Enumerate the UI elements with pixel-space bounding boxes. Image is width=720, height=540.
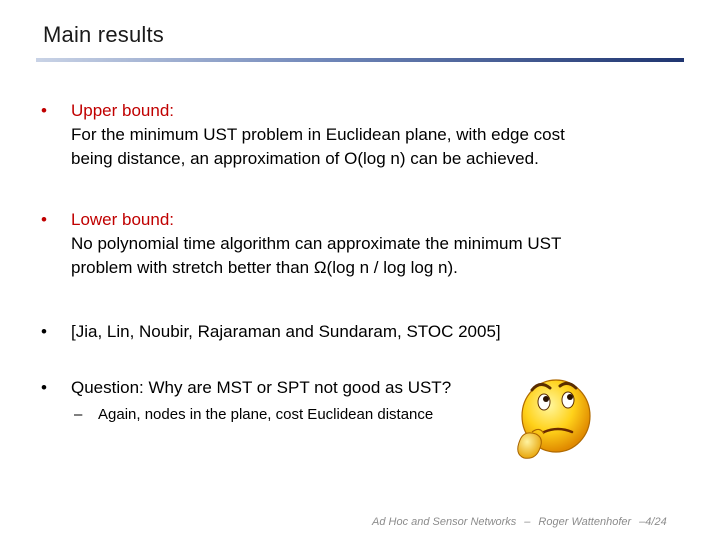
- thinking-face-icon: [510, 372, 594, 464]
- footer-separator: –: [524, 516, 531, 528]
- sub-bullet-text: Again, nodes in the plane, cost Euclidean distance: [98, 406, 434, 423]
- bullet-text: [Jia, Lin, Noubir, Rajaraman and Sundaram, STOC 2005]: [71, 322, 501, 341]
- bullet-marker: •: [41, 101, 47, 120]
- title-divider: [36, 58, 684, 62]
- bullet-line: problem with stretch better than Ω(log n / log log n).: [71, 258, 458, 277]
- footer: [372, 516, 675, 528]
- page-title: Main results: [43, 22, 164, 47]
- sub-bullet-marker: –: [74, 406, 83, 423]
- footer-course: Ad Hoc and Sensor Networks: [372, 516, 517, 528]
- bullet-marker: •: [41, 210, 47, 229]
- bullet-line: being distance, an approximation of O(log n) can be achieved.: [71, 149, 539, 168]
- footer-author: Roger Wattenhofer: [538, 516, 632, 528]
- footer-page-number: –4/24: [639, 516, 667, 528]
- bullet-marker: •: [41, 378, 47, 397]
- bullet-line: For the minimum UST problem in Euclidean plane, with edge cost: [71, 125, 565, 144]
- bullet-heading: Upper bound:: [71, 101, 175, 120]
- bullet-line: No polynomial time algorithm can approximate the minimum UST: [71, 234, 562, 253]
- bullet-marker: •: [41, 322, 47, 341]
- sub-bullet-again: [74, 404, 433, 426]
- bullet-heading: Lower bound:: [71, 210, 175, 229]
- bullet-text: Question: Why are MST or SPT not good as UST?: [71, 378, 452, 397]
